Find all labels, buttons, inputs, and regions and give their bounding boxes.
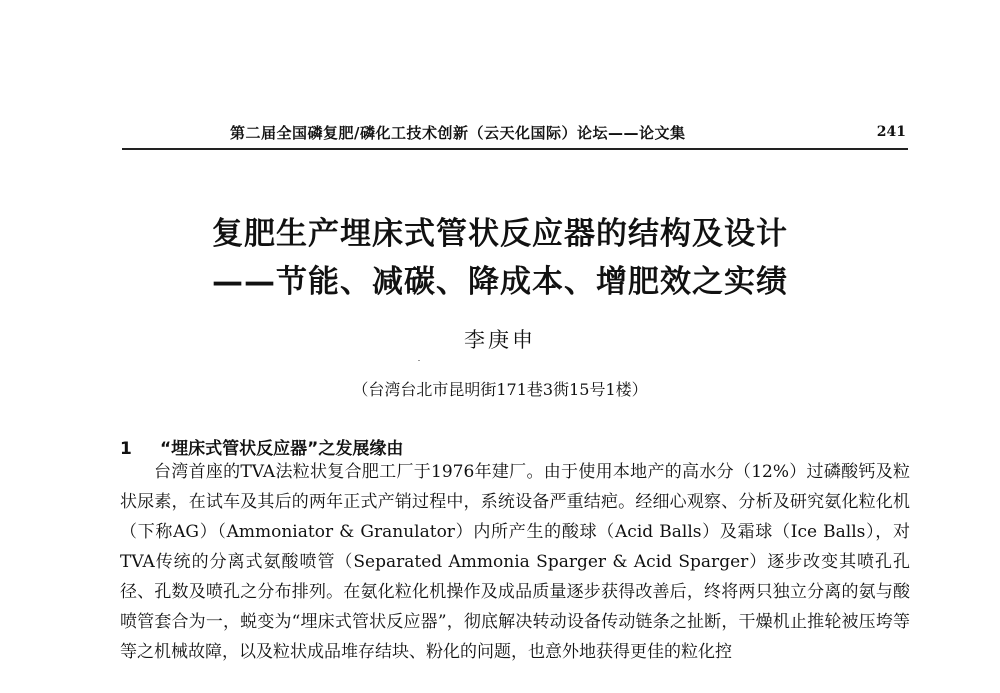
running-header — [122, 118, 908, 150]
body-paragraph: 台湾首座的TVA法粒状复合肥工厂于1976年建厂。由于使用本地产的高水分（12%）过磷酸钙及粒状尿素，在试车及其后的两年正式产销过程中，系统设备严重结疤。经细心观察、分析及研究氨化粒化机（下称AG）（Ammoniator & Granulator）内所产生的酸球（Acid Balls）及霜球（Ice Balls），对TVA传统的分离式氨酸喷管（Separated Ammonia Sparger & Acid Sparger）逐步改变其喷孔孔径、孔数及喷孔之分布排列。在氨化粒化机操作及成品质量逐步获得改善后，终将两只独立分离的氨与酸喷管套合为一，蜕变为“埋床式管状反应器”，彻底解决转动设备传动链条之扯断，干燥机止推轮被压垮等等之机械故障，以及粒状成品堆存结块、粉化的问题，也意外地获得更佳的粒化控 — [120, 462, 910, 662]
section-title: “埋床式管状反应器”之发展缘由 — [160, 439, 404, 459]
section-number: 1 — [120, 439, 132, 459]
paper-subtitle: ——节能、减碳、降成本、增肥效之实绩 — [212, 264, 788, 300]
author-name: 李庚申 — [464, 328, 536, 352]
scan-speck — [418, 360, 420, 361]
section-heading — [120, 434, 403, 459]
page-number: 241 — [876, 124, 906, 140]
author-affiliation: （台湾台北市昆明街171巷3衖15号1楼） — [352, 380, 648, 399]
header-title: 第二届全国磷复肥/磷化工技术创新（云天化国际）论坛——论文集 — [230, 124, 686, 142]
paper-title: 复肥生产埋床式管状反应器的结构及设计 — [212, 216, 788, 252]
